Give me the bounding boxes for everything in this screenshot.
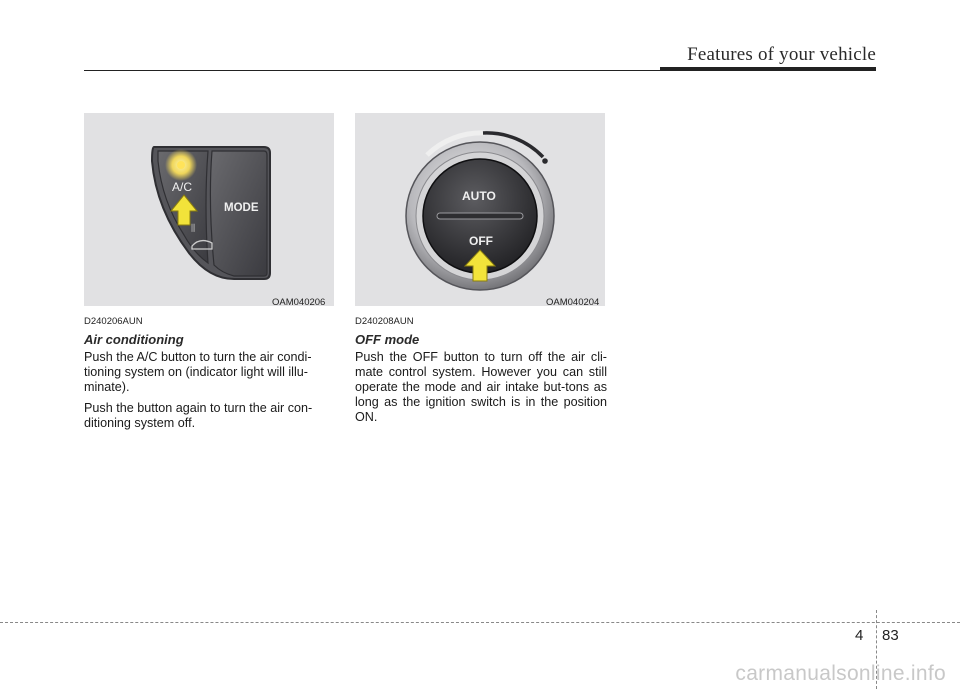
paragraph: Push the button again to turn the air con-ditioning system off.	[84, 401, 313, 430]
figure-code: OAM040204	[546, 297, 600, 308]
defrost-icon: ⫼	[191, 224, 196, 234]
dial-end-dot	[542, 158, 548, 164]
off-label: OFF	[469, 234, 493, 248]
indicator-dot	[177, 161, 185, 169]
section-air-conditioning	[84, 316, 336, 437]
figure-ac-button	[84, 113, 334, 306]
paragraph: Push the OFF button to turn off the air cli-mate control system. However you can still operate the mode and air intake but-tons as long as the ignition switch is in the position ON.	[355, 350, 607, 424]
figure-off-button	[355, 113, 605, 306]
auto-label: AUTO	[462, 189, 496, 203]
chapter-number: 4	[855, 627, 864, 644]
watermark-link[interactable]: carmanualsonline.info	[735, 662, 946, 685]
section-code: D240206AUN	[84, 316, 143, 327]
section-code: D240208AUN	[355, 316, 414, 327]
ac-label: A/C	[172, 180, 193, 194]
section-title: OFF mode	[355, 332, 420, 347]
section-title: Air conditioning	[84, 332, 184, 347]
running-header-title: Features of your vehicle	[687, 44, 876, 65]
dial-divider	[437, 213, 523, 219]
section-off-mode	[355, 316, 607, 431]
paragraph: Push the A/C button to turn the air condi-tioning system on (indicator light will illu-minate).	[84, 350, 312, 394]
header-rule-accent	[660, 67, 876, 71]
footer-rule	[0, 622, 960, 623]
mode-label: MODE	[224, 202, 259, 214]
figure-code: OAM040206	[272, 297, 326, 308]
page-number: 83	[882, 627, 899, 644]
